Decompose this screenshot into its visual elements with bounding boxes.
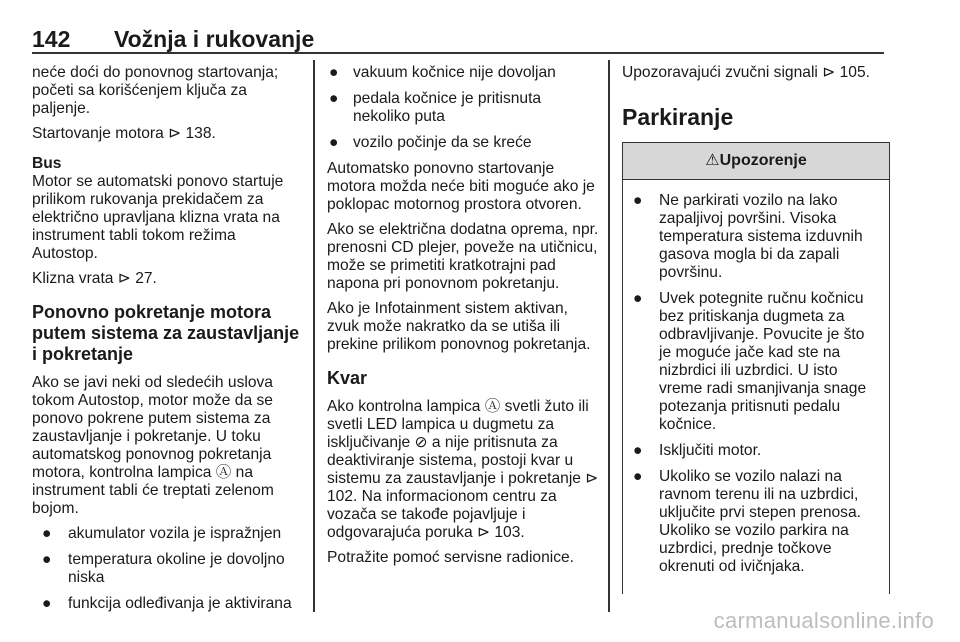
- condition-list: [32, 525, 300, 613]
- column-divider-1: [313, 60, 315, 612]
- list-item: ● akumulator vozila je ispražnjen: [42, 525, 282, 542]
- section-title-parking: Parkiranje: [622, 104, 734, 130]
- list-item: ● temperatura okoline je dovoljno niska: [42, 551, 285, 586]
- page-number: 142: [32, 26, 71, 52]
- bullet-icon: ●: [633, 468, 643, 485]
- bullet-icon: ●: [42, 525, 52, 542]
- paragraph: Potražite pomoć servisne radionice.: [327, 549, 575, 566]
- paragraph: Automatsko ponovno startovanje motora možda neće biti moguće ako je poklopac motornog prostora otvoren.: [327, 160, 595, 213]
- section-title-bus: Bus: [32, 155, 62, 172]
- paragraph: neće doći do ponovnog startovanja; početi sa korišćenjem ključa za paljenje.: [32, 64, 279, 117]
- bullet-icon: ●: [633, 290, 643, 307]
- paragraph: Ako kontrolna lampica Ⓐ svetli žuto ili svetli LED lampica u dugmetu za isključivanje ⊘ a nije pritisnuta za deaktiviranje sistema, postoji kvar u sistemu za zaustavljanje i pokretanje ⊳ 102. Na informacionom centru za vozača se takođe pojavljuje i odgovarajuća poruka ⊳ 103.: [327, 398, 599, 541]
- paragraph: Ako se električna dodatna oprema, npr. prenosni CD plejer, poveže na utičnicu, može se primetiti kratkotrajni pad napona pri ponovnom pokretanju.: [327, 221, 599, 292]
- watermark: carmanualsonline.info: [713, 608, 934, 633]
- list-item: ● pedala kočnice je pritisnuta nekoliko puta: [329, 90, 542, 125]
- section-title-fault: Kvar: [327, 368, 368, 388]
- column-3: [622, 64, 890, 594]
- column-divider-2: [608, 60, 610, 612]
- list-item: ● vozilo počinje da se kreće: [329, 134, 532, 151]
- section-title-restart: Ponovno pokretanje motora putem sistema za zaustavljanje i pokretanje: [32, 302, 300, 364]
- list-item: ● vakuum kočnice nije dovoljan: [329, 64, 556, 81]
- paragraph: Ako se javi neki od sledećih uslova tokom Autostop, motor može da se ponovo pokrene putem sistema za zaustavljanje i pokretanje. U toku automatskog ponovnog pokretanja motora, kontrolna lampica Ⓐ na instrument tabli će treptati zelenom bojom.: [32, 374, 274, 517]
- paragraph: Motor se automatski ponovo startuje prilikom rukovanja prekidačem za električno upravljana klizna vrata na instrument tabli tokom režima Autostop.: [32, 173, 284, 262]
- warning-body: [623, 180, 889, 594]
- page-header: [32, 26, 932, 50]
- chapter-title: Vožnja i rukovanje: [114, 26, 315, 52]
- condition-list: [327, 64, 601, 152]
- warning-box: [622, 142, 890, 594]
- list-item: ● Ne parkirati vozilo na lako zapaljivoj površini. Visoka temperatura sistema izduvnih gasova mogla bi da zapali površinu.: [633, 192, 863, 281]
- cross-reference-link[interactable]: Upozoravajući zvučni signali ⊳ 105.: [622, 64, 870, 81]
- bullet-icon: ●: [633, 192, 643, 209]
- list-item: ● Ukoliko se vozilo nalazi na ravnom terenu ili na uzbrdici, uključite prvi stepen prenosa. Ukoliko se vozilo parkira na uzbrdici, prednje točkove okrenuti od ivičnjaka.: [633, 468, 861, 575]
- bullet-icon: ●: [42, 551, 52, 568]
- bullet-icon: ●: [329, 64, 339, 81]
- column-2: [327, 64, 601, 574]
- list-item: ● Uvek potegnite ručnu kočnicu bez pritiskanja dugmeta za odbravljivanje. Povucite je što je moguće jače kad ste na nizbrdici ili uzbrdici. U isto vreme radi smanjivanja snage potezanja pritisnuti pedalu kočnice.: [633, 290, 867, 433]
- paragraph: Ako je Infotainment sistem aktivan, zvuk može nakratko da se utiša ili prekine prilikom ponovnog pokretanja.: [327, 300, 591, 353]
- bullet-icon: ●: [329, 134, 339, 151]
- header-rule: [32, 52, 884, 54]
- warning-header: ⚠Upozorenje: [623, 142, 889, 180]
- list-item: ● Isključiti motor.: [633, 442, 762, 459]
- cross-reference-link[interactable]: Klizna vrata ⊳ 27.: [32, 270, 157, 287]
- cross-reference-link[interactable]: Startovanje motora ⊳ 138.: [32, 125, 216, 142]
- bullet-icon: ●: [633, 442, 643, 459]
- warning-list: [631, 192, 879, 576]
- bullet-icon: ●: [42, 595, 52, 612]
- list-item: ● funkcija odleđivanja je aktivirana: [42, 595, 292, 612]
- column-1: [32, 64, 300, 621]
- bullet-icon: ●: [329, 90, 339, 107]
